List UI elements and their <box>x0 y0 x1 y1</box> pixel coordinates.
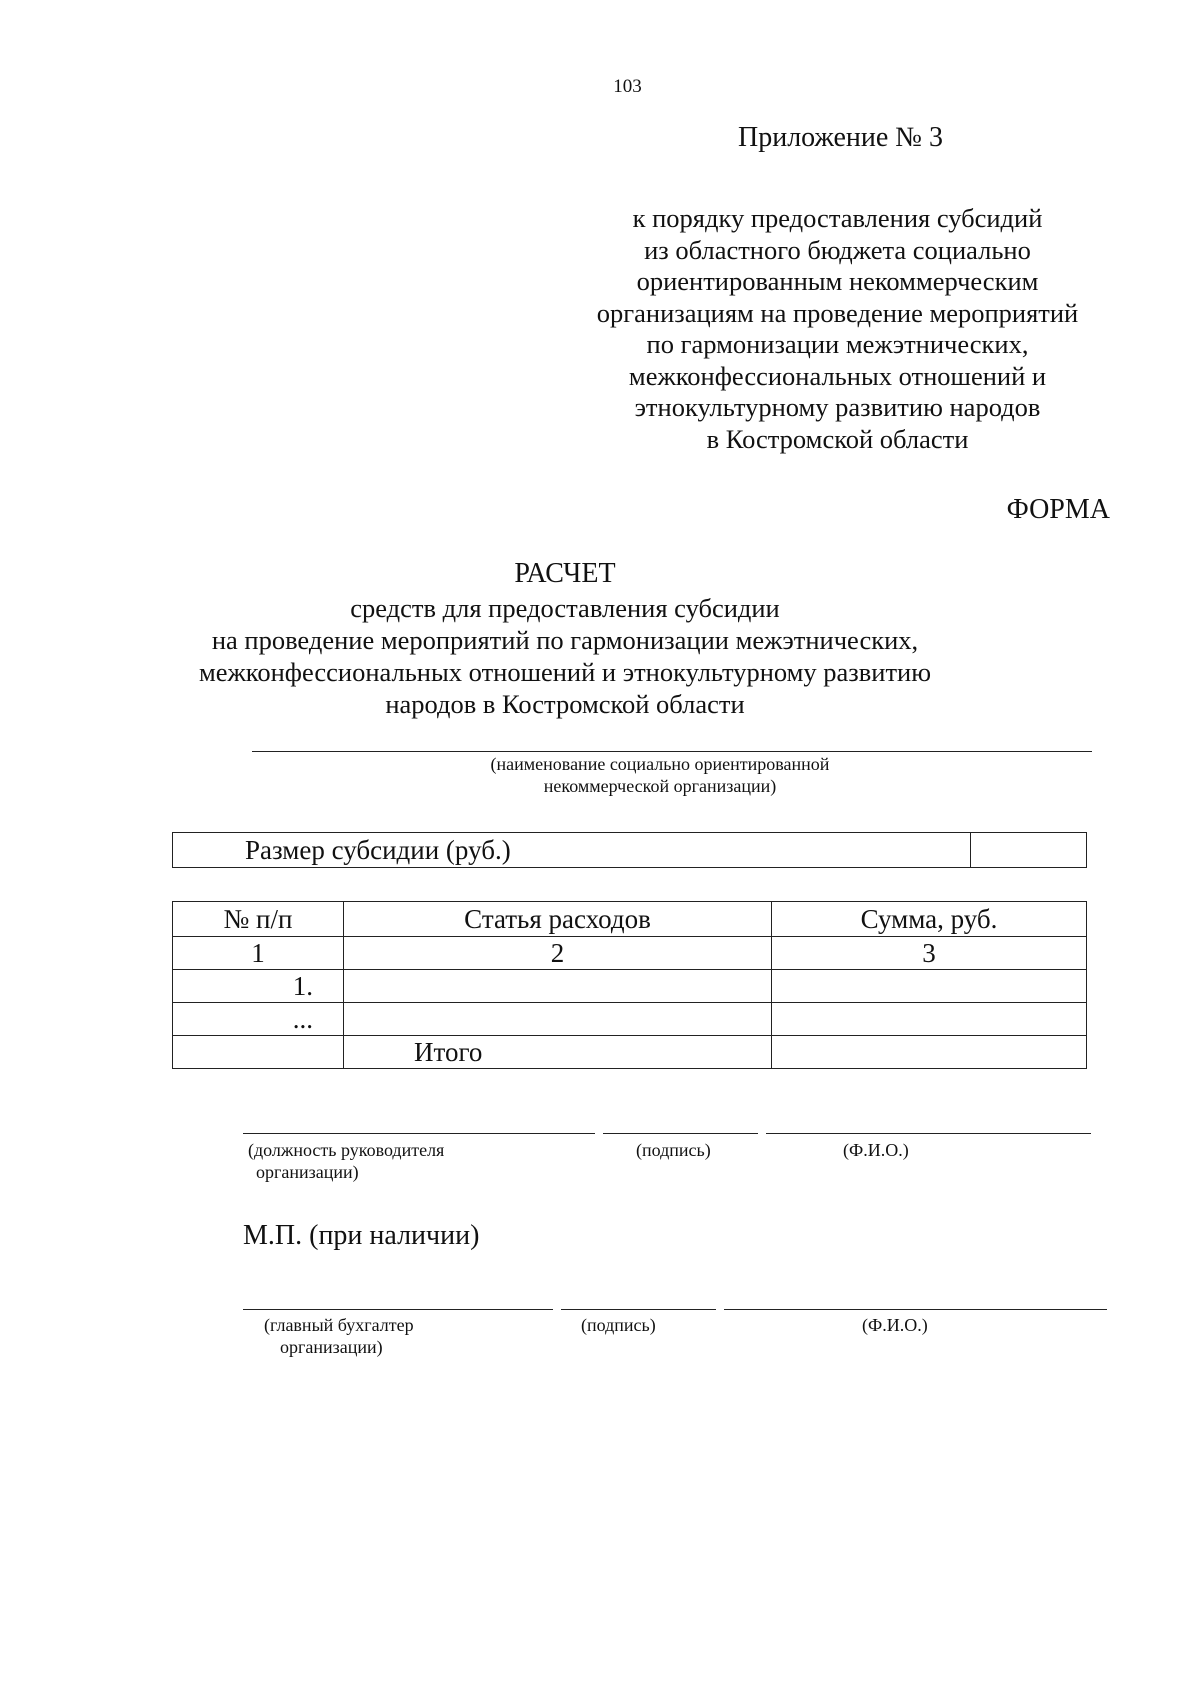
accountant-name-line[interactable] <box>724 1309 1107 1310</box>
subsidy-size-label: Размер субсидии (руб.) <box>173 833 971 868</box>
appendix-title: Приложение № 3 <box>738 122 943 153</box>
row-item-cell[interactable] <box>344 1003 772 1036</box>
caption-line: организации) <box>256 1162 359 1182</box>
table-header-row <box>173 902 1087 937</box>
org-name-line[interactable] <box>252 751 1092 752</box>
head-signature-caption: (подпись) <box>636 1140 711 1160</box>
column-number: 1 <box>173 937 344 970</box>
accountant-position-caption <box>264 1314 414 1358</box>
table-row <box>173 970 1087 1003</box>
document-subtitle-line: межконфессиональных отношений и этнокультурному развитию <box>198 657 932 687</box>
accountant-position-line[interactable] <box>243 1309 553 1310</box>
appendix-subtitle-line: межконфессиональных отношений и <box>628 360 1047 391</box>
row-sum-cell[interactable] <box>772 1003 1087 1036</box>
head-position-line[interactable] <box>243 1133 595 1134</box>
expenses-table <box>172 901 1087 1069</box>
head-name-caption: (Ф.И.О.) <box>843 1140 909 1160</box>
column-number: 2 <box>344 937 772 970</box>
document-title: РАСЧЕТ <box>514 558 616 589</box>
total-label: Итого <box>344 1036 772 1069</box>
row-number: ... <box>173 1003 344 1036</box>
accountant-signature-caption: (подпись) <box>581 1315 656 1335</box>
table-row <box>173 1003 1087 1036</box>
subsidy-size-table <box>172 832 1087 868</box>
header-sum: Сумма, руб. <box>772 902 1087 937</box>
column-number: 3 <box>772 937 1087 970</box>
caption-line: (главный бухгалтер <box>264 1315 414 1335</box>
accountant-signature-line[interactable] <box>561 1309 716 1310</box>
page-number: 103 <box>613 76 642 97</box>
head-name-line[interactable] <box>766 1133 1091 1134</box>
stamp-label: М.П. (при наличии) <box>243 1220 480 1251</box>
total-row <box>173 1036 1087 1069</box>
column-numbers-row <box>173 937 1087 970</box>
row-sum-cell[interactable] <box>772 970 1087 1003</box>
appendix-subtitle <box>560 203 1115 455</box>
document-subtitle-line: народов в Костромской области <box>385 689 745 719</box>
total-sum-cell[interactable] <box>772 1036 1087 1069</box>
accountant-name-caption: (Ф.И.О.) <box>862 1315 928 1335</box>
header-number: № п/п <box>173 902 344 937</box>
document-subtitle <box>150 592 980 720</box>
appendix-subtitle-line: организациям на проведение мероприятий <box>596 297 1079 328</box>
appendix-subtitle-line: этнокультурному развитию народов <box>634 392 1041 422</box>
appendix-subtitle-line: из областного бюджета социально <box>644 234 1031 265</box>
document-subtitle-line: средств для предоставления субсидии <box>350 593 780 623</box>
caption-line: (должность руководителя <box>248 1140 445 1160</box>
head-signature-line[interactable] <box>603 1133 758 1134</box>
header-item: Статья расходов <box>344 902 772 937</box>
appendix-subtitle-line: к порядку предоставления субсидий <box>632 203 1043 233</box>
caption-line: организации) <box>280 1337 383 1357</box>
caption-line: (наименование социально ориентированной <box>490 754 830 774</box>
row-number: 1. <box>173 970 344 1003</box>
appendix-subtitle-line: в Костромской области <box>706 423 969 454</box>
subsidy-size-value[interactable] <box>971 833 1087 868</box>
total-empty-cell <box>173 1036 344 1069</box>
head-position-caption <box>248 1139 444 1183</box>
appendix-subtitle-line: ориентированным некоммерческим <box>636 266 1039 296</box>
org-name-caption <box>420 753 900 797</box>
appendix-subtitle-line: по гармонизации межэтнических, <box>646 329 1029 359</box>
form-label: ФОРМА <box>1006 494 1110 525</box>
row-item-cell[interactable] <box>344 970 772 1003</box>
document-subtitle-line: на проведение мероприятий по гармонизации межэтнических, <box>211 625 919 655</box>
caption-line: некоммерческой организации) <box>543 776 777 796</box>
